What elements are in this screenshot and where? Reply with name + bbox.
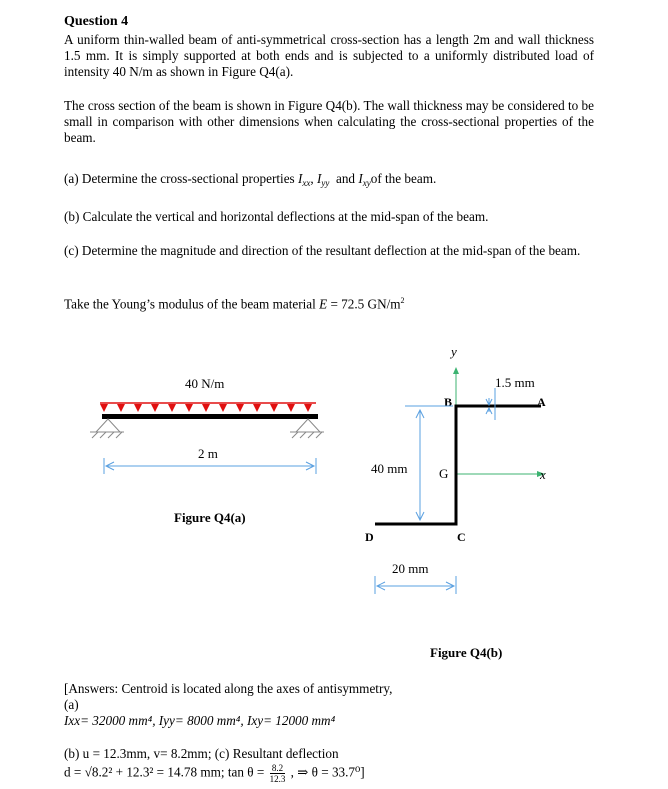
youngs-exp: 2 <box>400 296 405 305</box>
beam <box>102 414 318 419</box>
sub-xy: xy <box>362 178 371 188</box>
figure-b-caption: Figure Q4(b) <box>430 645 503 660</box>
youngs-value: = 72.5 GN/m <box>330 296 401 312</box>
tan-fraction <box>270 763 286 784</box>
i-symbol: I <box>358 171 363 186</box>
question-title: Question 4 <box>64 14 129 29</box>
youngs-var: E <box>319 296 328 312</box>
load-label: 40 N/m <box>185 376 225 391</box>
youngs-modulus <box>64 293 594 312</box>
youngs-prefix: Take the Young’s modulus of the beam material <box>64 296 316 312</box>
deflection-formula: d = √8.2² + 12.3² = 14.78 mm; tan θ = <box>64 764 265 780</box>
span-label: 2 m <box>198 446 218 461</box>
answer-line-3: Ixx= 32000 mm⁴, Iyy= 8000 mm⁴, Ixy= 12000 mm⁴ <box>64 713 336 728</box>
right-support <box>290 419 324 438</box>
figure-q4a <box>80 370 340 540</box>
centroid-g: G <box>439 466 449 481</box>
thickness-label: 1.5 mm <box>495 375 535 390</box>
cross-section-paragraph: The cross section of the beam is shown in Figure Q4(b). The wall thickness may be considered to be small in comparison with other dimensions when calculating the cross-sectional properties of the beam. <box>64 98 594 145</box>
point-a: A <box>537 395 546 409</box>
part-a-suffix: of the beam. <box>370 171 437 186</box>
thickness-arrows <box>486 388 495 420</box>
fraction-denominator: 12.3 <box>269 774 286 784</box>
distributed-load <box>100 404 312 412</box>
answer-line-4: (b) u = 12.3mm, v= 8.2mm; (c) Resultant deflection <box>64 746 339 761</box>
sub-xx: xx <box>302 178 311 188</box>
flange-label: 20 mm <box>392 561 429 576</box>
height-dimension <box>405 406 453 520</box>
point-b: B <box>444 395 453 409</box>
part-c: (c) Determine the magnitude and direction of the resultant deflection at the mid-span of the beam. <box>64 243 581 258</box>
x-axis <box>456 471 545 477</box>
part-a: (a) Determine the cross-sectional properties $I_{xx}$, $I_{yy}$ and $I_{xy}of$ the beam. <box>64 171 437 188</box>
figure-q4b <box>355 340 585 670</box>
point-d: D <box>365 530 374 544</box>
answer-line-2: (a) <box>64 697 79 712</box>
left-support <box>90 419 124 438</box>
intro-paragraph: A uniform thin-walled beam of anti-symmetrical cross-section has a length 2m and wall thickness 1.5 mm. It is simply supported at both ends and is subjected to a uniformly distributed load of intensity 40 N/m as shown in Figure Q4(a). <box>64 32 594 79</box>
i-symbol: I <box>297 171 303 186</box>
part-a-and: and <box>335 171 356 186</box>
angle-result: , ⇒ θ = 33.7⁰] <box>290 764 365 780</box>
flange-dimension <box>375 576 456 594</box>
height-label: 40 mm <box>371 461 408 476</box>
i-symbol: I <box>316 171 322 186</box>
x-axis-label: x <box>540 467 546 482</box>
answer-line-5 <box>64 763 365 784</box>
figure-a-caption: Figure Q4(a) <box>174 510 246 525</box>
part-b: (b) Calculate the vertical and horizontal deflections at the mid-span of the beam. <box>64 209 489 224</box>
sub-yy: yy <box>321 178 330 188</box>
answer-line-1: [Answers: Centroid is located along the axes of antisymmetry, <box>64 681 393 696</box>
y-axis-label: y <box>451 344 457 359</box>
part-a-prefix: (a) Determine the cross-sectional properties <box>64 171 295 186</box>
point-c: C <box>457 530 466 544</box>
fraction-numerator: 8.2 <box>270 763 286 774</box>
